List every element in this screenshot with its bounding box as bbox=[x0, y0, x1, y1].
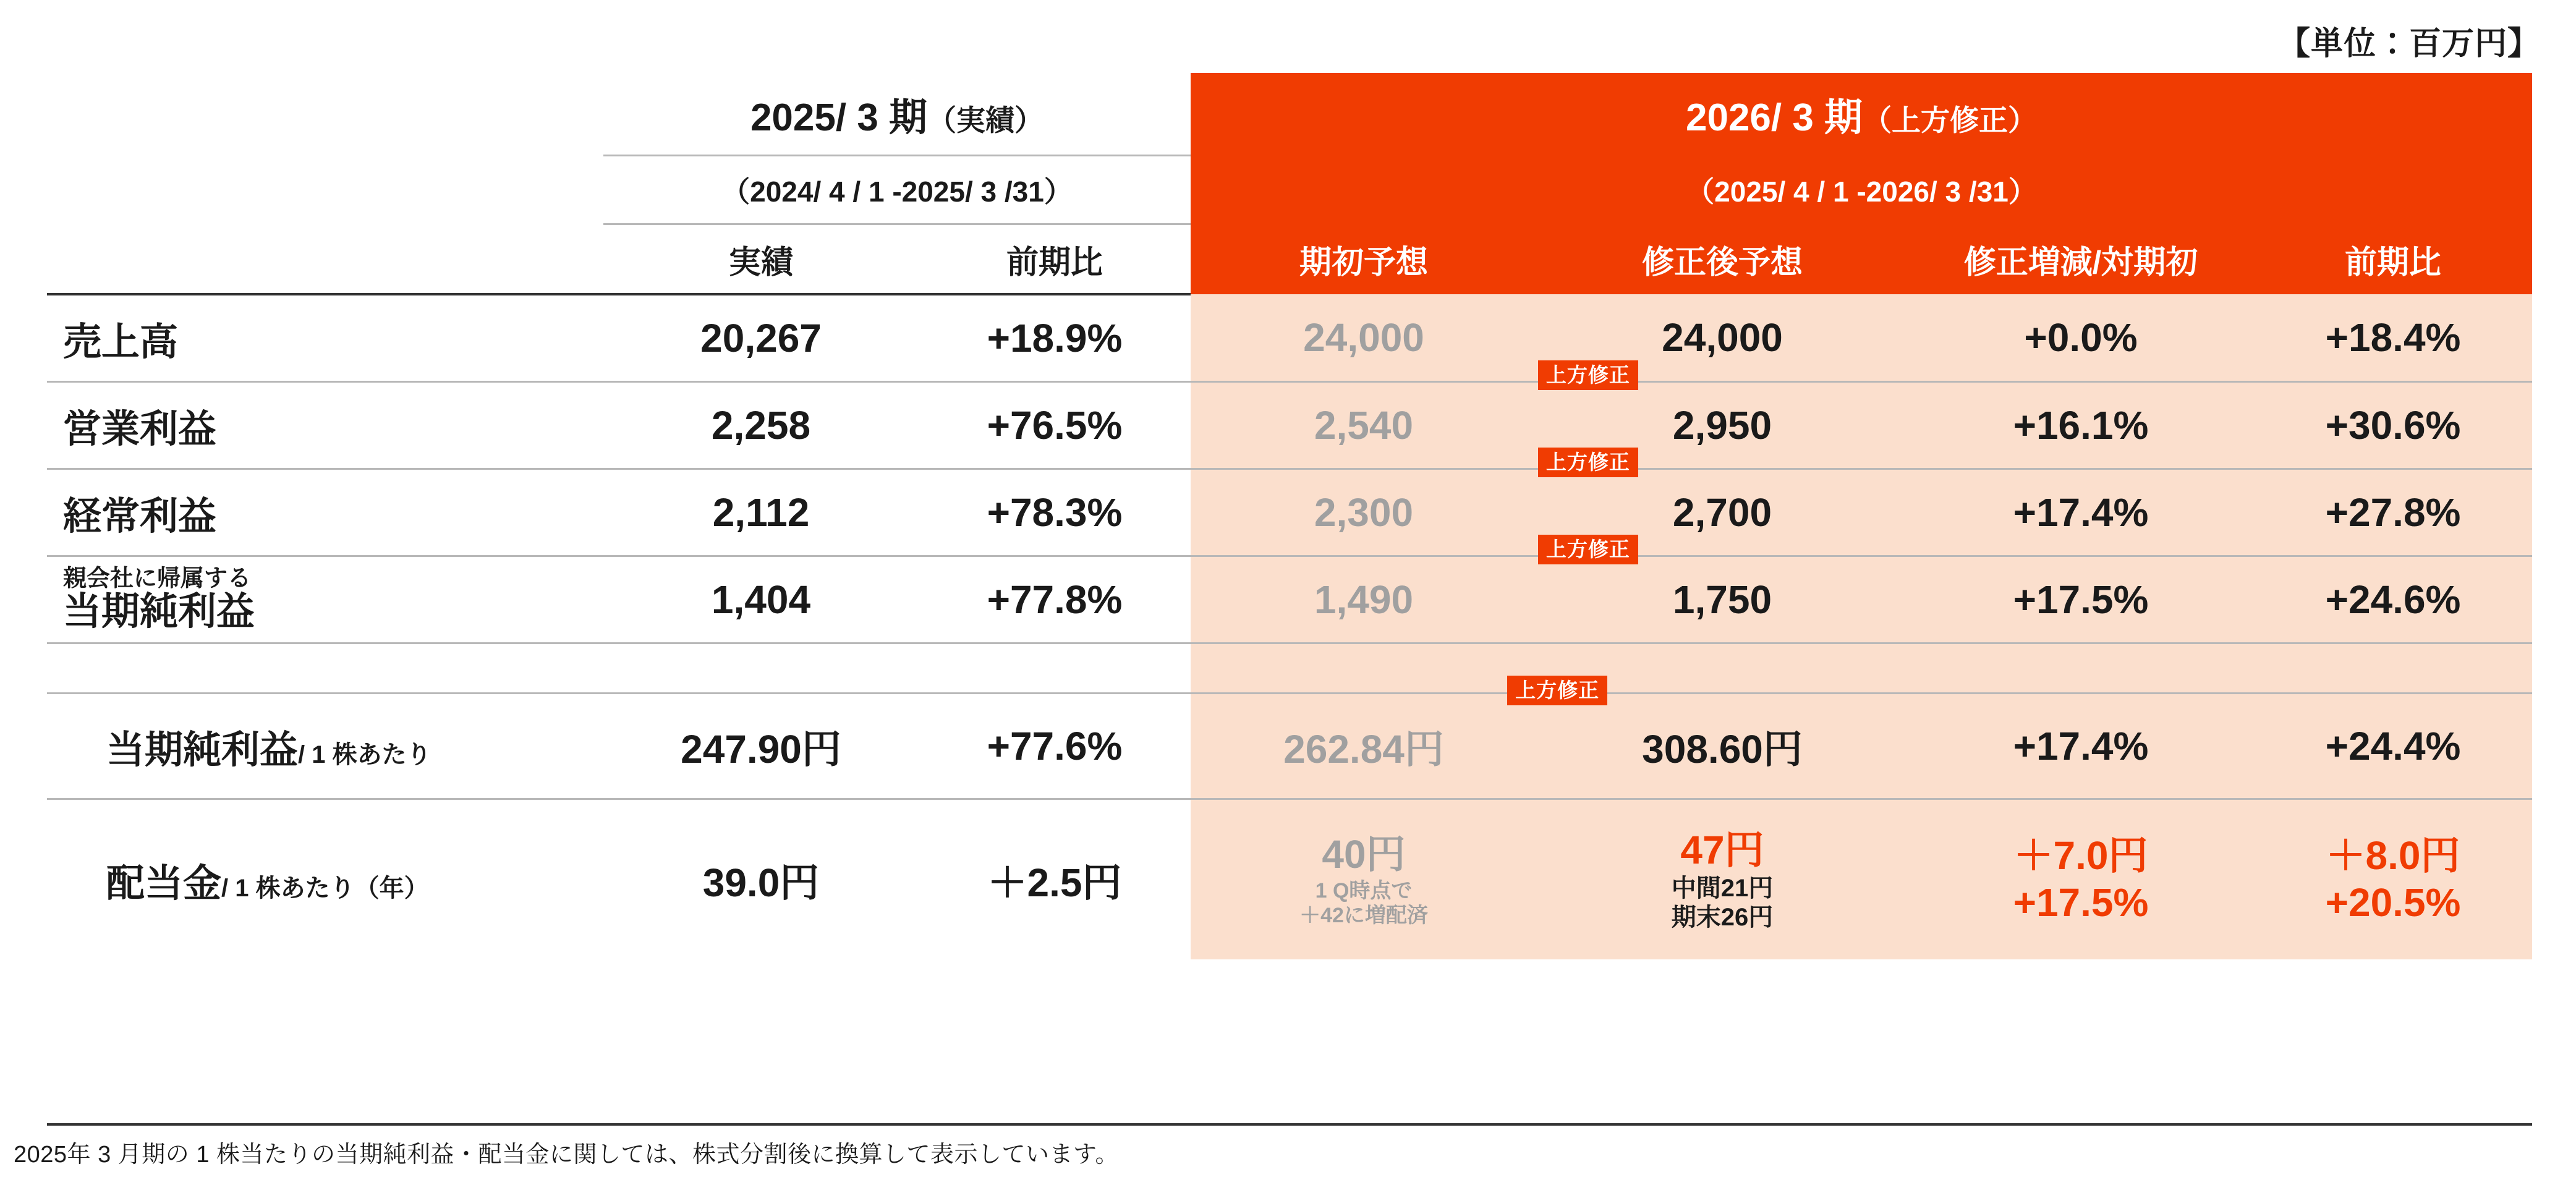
row-net-income-delta: +17.5% bbox=[1908, 556, 2254, 643]
row-eps-delta: +17.4% bbox=[1908, 694, 2254, 799]
row-operating-revised-wrap bbox=[1545, 363, 1772, 448]
row-ordinary-revised-wrap bbox=[1545, 451, 1772, 535]
row-revenue-delta: +0.0% bbox=[1908, 294, 2254, 382]
row-ordinary-initial: 2,300 bbox=[1191, 469, 1537, 556]
header-col-yoy: 前期比 bbox=[2254, 224, 2532, 295]
row-dividend-revised-stack bbox=[1537, 827, 1908, 932]
row-label-revenue: 売上高 bbox=[47, 294, 603, 382]
row-dividend-yoy-sub: +20.5% bbox=[2325, 880, 2461, 925]
spacer-cell-yoy-prev bbox=[919, 643, 1191, 694]
row-dividend-initial bbox=[1191, 799, 1537, 960]
row-label-operating-income: 営業利益 bbox=[47, 382, 603, 469]
row-eps-actual: 247.90円 bbox=[603, 694, 919, 799]
header-corner-cell bbox=[47, 73, 603, 156]
row-ordinary-actual: 2,112 bbox=[603, 469, 919, 556]
row-dividend-delta bbox=[1908, 799, 2254, 960]
row-ordinary-delta: +17.4% bbox=[1908, 469, 2254, 556]
upward-revision-badge: 上方修正 bbox=[1538, 360, 1638, 390]
row-revenue-revised-value: 24,000 bbox=[1662, 315, 1783, 360]
table-row bbox=[47, 469, 2532, 556]
row-eps-revised-value: 308.60円 bbox=[1642, 727, 1803, 771]
table-spacer-row bbox=[47, 643, 2532, 694]
row-ordinary-yoy: +27.8% bbox=[2254, 469, 2532, 556]
table-row bbox=[47, 556, 2532, 643]
row-net-income-revised-value: 1,750 bbox=[1672, 577, 1772, 622]
row-revenue-initial: 24,000 bbox=[1191, 294, 1537, 382]
row-dividend-yoy-stack bbox=[2254, 833, 2532, 926]
row-operating-initial: 2,540 bbox=[1191, 382, 1537, 469]
row-ordinary-yoy-prev: +78.3% bbox=[919, 469, 1191, 556]
header-fy2026-title bbox=[1191, 73, 2532, 156]
row-dividend-initial-note1: 1 Q時点で bbox=[1315, 878, 1413, 903]
row-dividend-delta-stack bbox=[1908, 833, 2254, 926]
row-eps-initial: 262.84円 bbox=[1191, 694, 1537, 799]
header-col-initial: 期初予想 bbox=[1191, 224, 1537, 295]
row-label-net-income-sub: 親会社に帰属する bbox=[63, 566, 252, 592]
table-row bbox=[47, 694, 2532, 799]
row-dividend-yoy-main: ＋8.0円 bbox=[2326, 833, 2460, 878]
row-net-income-yoy: +24.6% bbox=[2254, 556, 2532, 643]
row-operating-delta: +16.1% bbox=[1908, 382, 2254, 469]
row-net-income-actual: 1,404 bbox=[603, 556, 919, 643]
header-fy2025-title bbox=[603, 73, 1191, 156]
row-operating-yoy: +30.6% bbox=[2254, 382, 2532, 469]
row-revenue-revised-wrap bbox=[1662, 315, 1783, 360]
header-period-row bbox=[47, 156, 2532, 224]
row-dividend-yoy-prev: ＋2.5円 bbox=[987, 860, 1122, 905]
row-label-dividend-main: 配当金 bbox=[106, 862, 222, 905]
row-dividend-initial-stack bbox=[1191, 831, 1537, 928]
upward-revision-badge: 上方修正 bbox=[1538, 448, 1638, 477]
row-net-income-revised bbox=[1537, 538, 1908, 643]
row-eps-revised-wrap bbox=[1515, 679, 1803, 775]
row-dividend-delta-main: ＋7.0円 bbox=[2013, 833, 2148, 878]
header-col-actual: 実績 bbox=[603, 224, 919, 295]
row-label-eps-main: 当期純利益 bbox=[106, 728, 299, 771]
spacer-cell-yoy bbox=[2254, 643, 2532, 694]
row-dividend-initial-note2: ＋42に増配済 bbox=[1299, 903, 1428, 927]
row-revenue-yoy-prev: +18.9% bbox=[919, 294, 1191, 382]
header-col-revised: 修正後予想 bbox=[1537, 224, 1908, 295]
spacer-cell-initial bbox=[1191, 643, 1537, 694]
row-label-net-income bbox=[47, 556, 603, 643]
row-label-net-income-main: 当期純利益 bbox=[63, 590, 255, 634]
row-dividend-revised-note1: 中間21円 bbox=[1671, 874, 1774, 902]
header-corner-cell-3 bbox=[47, 224, 603, 295]
row-dividend-actual: 39.0円 bbox=[702, 860, 820, 905]
row-dividend-delta-sub: +17.5% bbox=[2013, 880, 2149, 925]
header-columns-row bbox=[47, 224, 2532, 295]
row-net-income-revised-wrap bbox=[1545, 538, 1772, 622]
spacer-cell-delta bbox=[1908, 643, 2254, 694]
row-eps-yoy: +24.4% bbox=[2254, 694, 2532, 799]
header-fy2026-period: （2025/ 4 / 1 -2026/ 3 /31） bbox=[1191, 156, 2532, 224]
row-revenue-actual: 20,267 bbox=[603, 294, 919, 382]
header-corner-cell-2 bbox=[47, 156, 603, 224]
upward-revision-badge: 上方修正 bbox=[1538, 535, 1638, 564]
table-row bbox=[47, 294, 2532, 382]
header-title-row bbox=[47, 73, 2532, 156]
header-fy2025-period: （2024/ 4 / 1 -2025/ 3 /31） bbox=[603, 156, 1191, 224]
upward-revision-badge: 上方修正 bbox=[1507, 676, 1607, 705]
spacer-cell-actual bbox=[603, 643, 919, 694]
row-label-dividend bbox=[47, 799, 603, 960]
row-dividend-revised bbox=[1537, 799, 1908, 960]
row-label-eps-per: / 1 株あたり bbox=[298, 741, 431, 768]
footnote-text: 2025年 3 月期の 1 株当たりの当期純利益・配当金に関しては、株式分割後に換算して表示しています。 bbox=[14, 1142, 1119, 1168]
header-fy2026-title-paren: （上方修正） bbox=[1863, 104, 2038, 137]
row-dividend-initial-main: 40円 bbox=[1322, 832, 1406, 877]
header-fy2026-title-text: 2026/ 3 期 bbox=[1685, 96, 1863, 140]
row-label-dividend-per: / 1 株あたり（年） bbox=[221, 874, 429, 902]
row-label-ordinary-income: 経常利益 bbox=[47, 469, 603, 556]
row-dividend-yoy bbox=[2254, 799, 2532, 960]
row-net-income-yoy-prev: +77.8% bbox=[919, 556, 1191, 643]
financial-forecast-table bbox=[47, 73, 2532, 959]
row-dividend-revised-note2: 期末26円 bbox=[1671, 903, 1774, 931]
row-dividend-revised-main: 47円 bbox=[1680, 828, 1764, 873]
table-row bbox=[47, 382, 2532, 469]
header-fy2025-title-paren: （実績） bbox=[927, 103, 1044, 137]
header-col-yoy-prev: 前期比 bbox=[919, 224, 1191, 295]
row-net-income-initial: 1,490 bbox=[1191, 556, 1537, 643]
header-col-delta: 修正増減/対期初 bbox=[1908, 224, 2254, 295]
row-ordinary-revised-value: 2,700 bbox=[1672, 490, 1772, 535]
header-fy2025-title-text: 2025/ 3 期 bbox=[750, 96, 928, 139]
row-operating-actual: 2,258 bbox=[603, 382, 919, 469]
row-operating-revised-value: 2,950 bbox=[1672, 403, 1772, 448]
unit-note: 【単位：百万円】 bbox=[2277, 26, 2540, 62]
row-operating-yoy-prev: +76.5% bbox=[919, 382, 1191, 469]
table-row bbox=[47, 799, 2532, 960]
spacer-cell-label bbox=[47, 643, 603, 694]
row-revenue-yoy: +18.4% bbox=[2254, 294, 2532, 382]
row-eps-yoy-prev: +77.6% bbox=[919, 694, 1191, 799]
row-eps-revised bbox=[1515, 679, 1908, 799]
row-label-eps bbox=[47, 694, 603, 799]
footnote-divider bbox=[47, 1123, 2532, 1126]
